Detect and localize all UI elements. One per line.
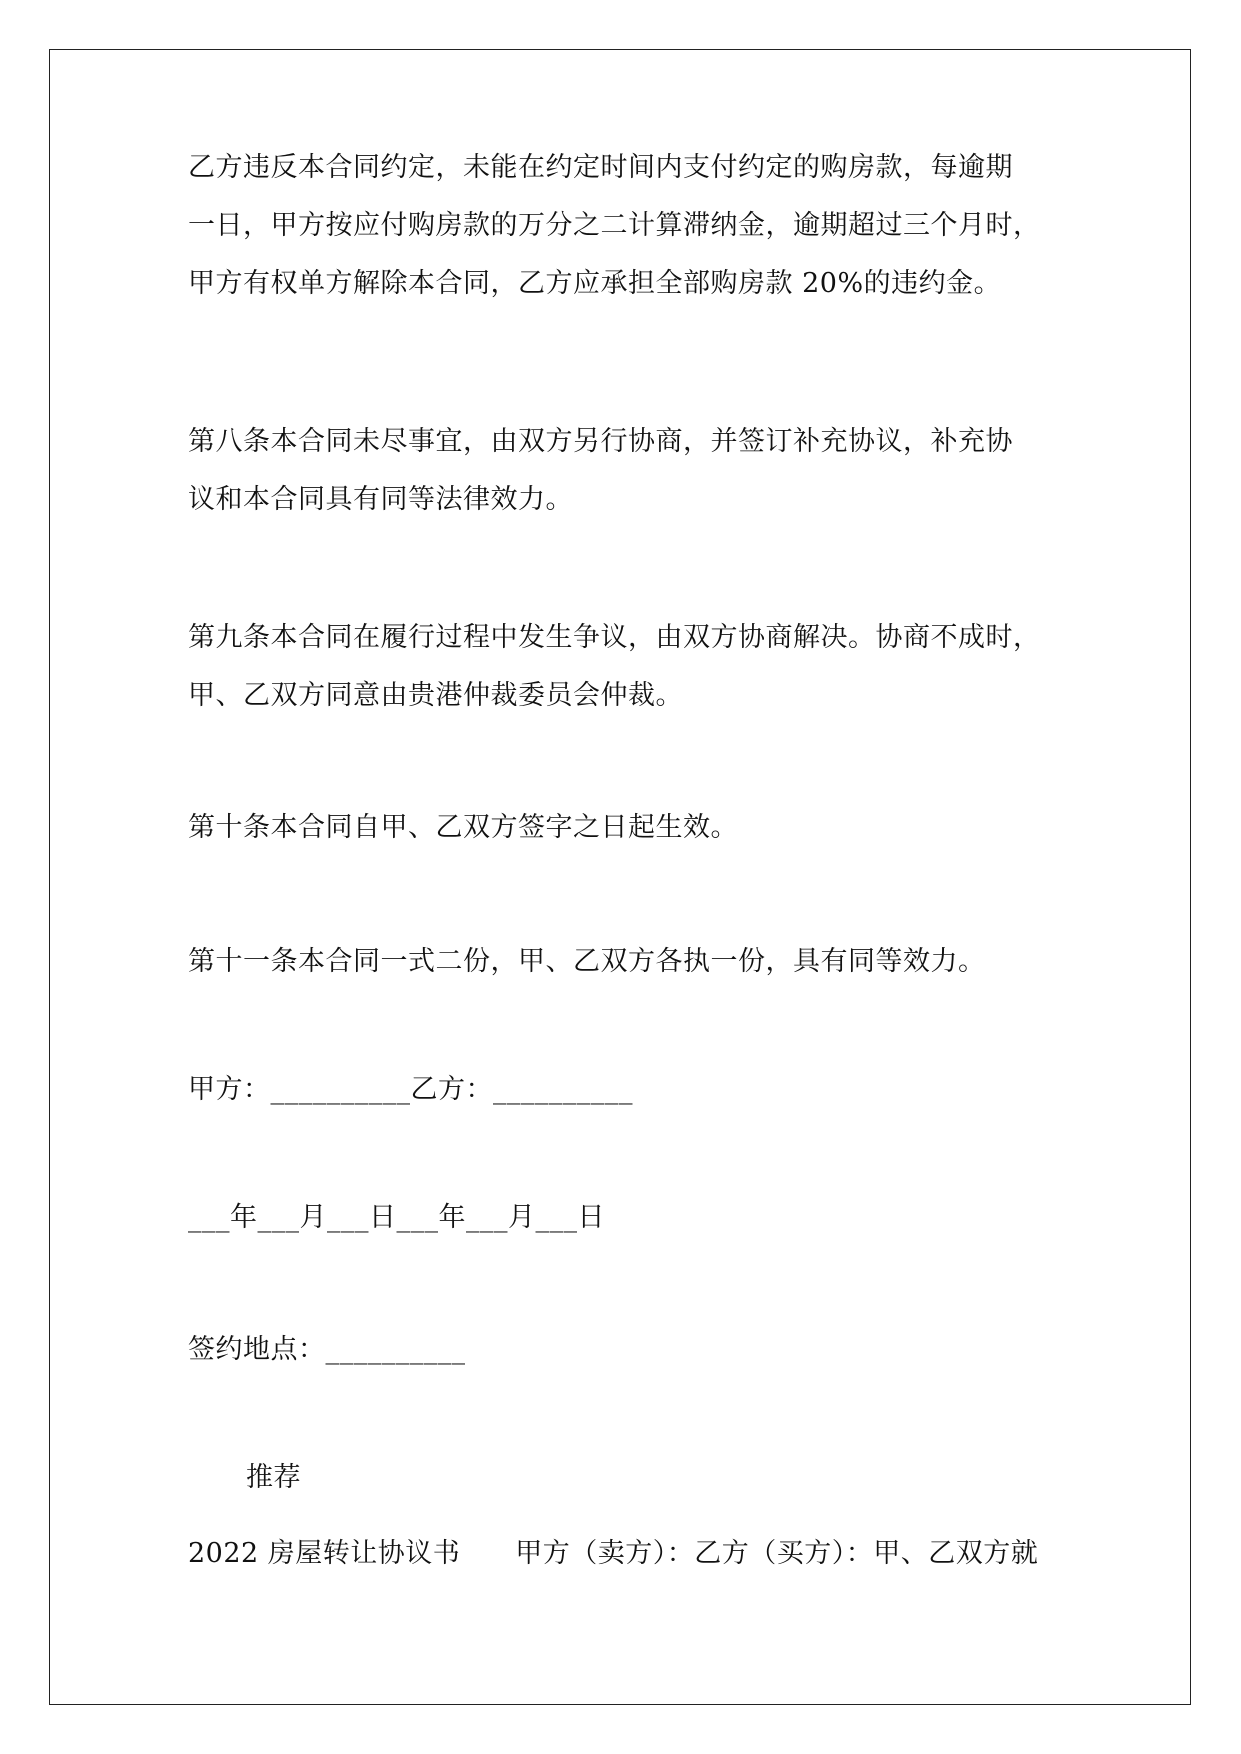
paragraph-7-line-2: 一日，甲方按应付购房款的万分之二计算滞纳金，逾期超过三个月时， — [188, 210, 1041, 241]
article-11-line-1: 第十一条本合同一式二份，甲、乙双方各执一份，具有同等效力。 — [188, 946, 986, 977]
article-8-line-2: 议和本合同具有同等法律效力。 — [188, 484, 573, 515]
article-9-line-1: 第九条本合同在履行过程中发生争议，由双方协商解决。协商不成时， — [188, 622, 1041, 653]
paragraph-7-line-3: 甲方有权单方解除本合同，乙方应承担全部购房款 20%的违约金。 — [188, 268, 1002, 299]
signing-place: 签约地点：__________ — [188, 1334, 466, 1365]
signature-dates: ___年___月___日___年___月___日 — [188, 1202, 605, 1233]
article-10-line-1: 第十条本合同自甲、乙双方签字之日起生效。 — [188, 812, 738, 843]
article-9-line-2: 甲、乙双方同意由贵港仲裁委员会仲裁。 — [188, 680, 683, 711]
recommend-link[interactable]: 2022 房屋转让协议书 甲方（卖方）：乙方（买方）：甲、乙双方就 — [188, 1538, 1039, 1569]
article-8-line-1: 第八条本合同未尽事宜，由双方另行协商，并签订补充协议，补充协 — [188, 426, 1013, 457]
paragraph-7-line-1: 乙方违反本合同约定，未能在约定时间内支付约定的购房款，每逾期 — [188, 152, 1013, 183]
recommend-heading: 推荐 — [246, 1462, 301, 1493]
signature-parties: 甲方：__________乙方：__________ — [188, 1074, 633, 1105]
